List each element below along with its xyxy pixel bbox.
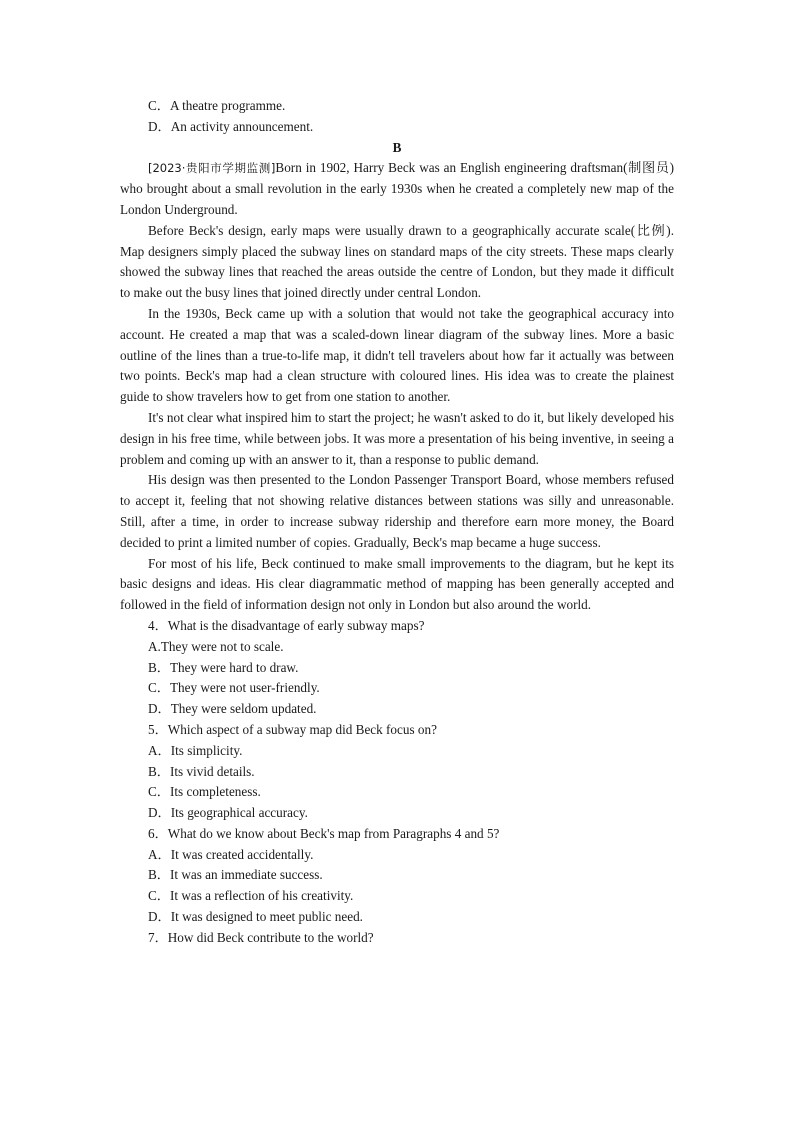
passage-paragraph-6: For most of his life, Beck continued to make small improvements to the diagram, but he kept its basic designs and ideas. His clear diagrammatic method of mapping has been generally accepted and followed in the field of information design not only in London but also around the world. xyxy=(120,555,674,613)
option-b: B．Its vivid details. xyxy=(148,763,255,779)
passage-paragraph-4: It's not clear what inspired him to start the project; he wasn't asked to do it, but likely developed his design in his free time, while between jobs. It was more a presentation of his being inventive, in seeing a problem and coming up with an answer to it, than a response to public demand. xyxy=(120,409,674,467)
option-c: C．They were not user-friendly. xyxy=(148,680,320,696)
passage-paragraph-3: In the 1930s, Beck came up with a solution that would not take the geographical accuracy into account. He created a map that was a scaled-down linear diagram of the subway lines. More a basic outline of the lines than a true-to-life map, it didn't tell travelers about how far it actually was between two points. Beck's map had a clean structure with coloured lines. His idea was to create the plainest guide to show travelers how to get from one station to another. xyxy=(120,305,674,405)
option-d: D．It was designed to meet public need. xyxy=(148,909,363,925)
question-stem: 7．How did Beck contribute to the world? xyxy=(148,929,374,945)
prev-option-c: C．A theatre programme. xyxy=(148,98,286,113)
option-c: C．Its completeness. xyxy=(148,784,261,800)
question-7 xyxy=(120,928,674,949)
option-c: C．It was a reflection of his creativity. xyxy=(148,888,354,904)
option-d: D．They were seldom updated. xyxy=(148,701,317,717)
passage-paragraph-2: Before Beck's design, early maps were usually drawn to a geographically accurate scale(比例). Map designers simply placed the subway lines on standard maps of the city streets. These maps clearly showed the subway lines that reached the areas outside the centre of London, but they made it difficult to make out the busy lines that joined directly under central London. xyxy=(120,222,674,301)
question-4 xyxy=(120,616,674,720)
document-page xyxy=(120,96,674,949)
option-a: A．It was created accidentally. xyxy=(148,846,314,862)
passage-paragraph-1 xyxy=(120,158,674,220)
option-b: B．They were hard to draw. xyxy=(148,659,299,675)
option-b: B．It was an immediate success. xyxy=(148,867,323,883)
paragraph-1-text: Born in 1902, Harry Beck was an English engineering draftsman(制图员) who brought about a small revolution in the early 1930s when he created a completely new map of the London Underground. xyxy=(120,160,674,217)
question-5 xyxy=(120,720,674,824)
question-6 xyxy=(120,824,674,928)
question-stem: 4．What is the disadvantage of early subway maps? xyxy=(148,617,425,633)
question-stem: 5．Which aspect of a subway map did Beck focus on? xyxy=(148,721,437,737)
prev-option-d: D．An activity announcement. xyxy=(148,118,314,134)
option-a: A．Its simplicity. xyxy=(148,742,243,758)
source-tag: [2023·贵阳市学期监测] xyxy=(148,161,276,176)
passage-paragraph-5: His design was then presented to the London Passenger Transport Board, whose members refused to accept it, feeling that not showing relative distances between stations was silly and unreasonable. Still, after a time, in order to increase subway ridership and therefore earn more money, the Board decided to print a limited number of copies. Gradually, Beck's map became a huge success. xyxy=(120,472,674,550)
section-title: B xyxy=(392,139,402,155)
question-stem: 6．What do we know about Beck's map from Paragraphs 4 and 5? xyxy=(148,825,500,841)
option-a: A.They were not to scale. xyxy=(148,638,284,654)
option-d: D．Its geographical accuracy. xyxy=(148,805,308,821)
